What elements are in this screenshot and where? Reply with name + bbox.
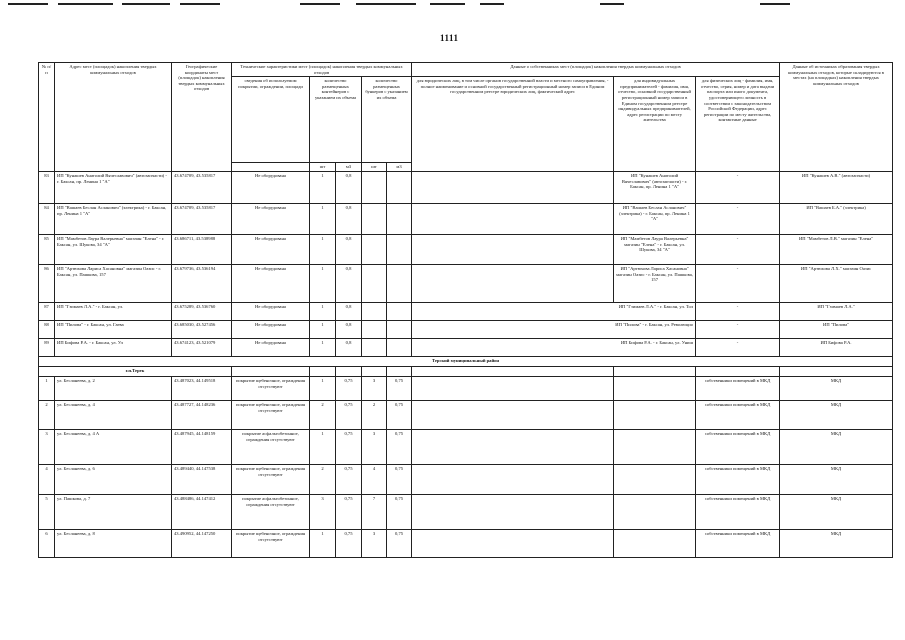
col-num: № п/п (39, 63, 55, 172)
cell-bcnt (362, 265, 387, 303)
table-header (39, 63, 893, 172)
cell-owner-ip (614, 377, 696, 401)
empty-cell (412, 367, 614, 377)
col-owner-phys: для физических лиц - фамилия, имя, отчество, серия, номер и дата выдачи паспорта или иного документа, удостоверяющего личность в соответствии с законодательством Российской Федерации, адрес регистрации по месту жительства, контактные данные (696, 77, 780, 172)
cell-owner-ip: ИП "Вашаев Беслан Асланович" (электрика) - г. Баксан, пр. Ленина 1 "А" (614, 204, 696, 235)
cell-address: ИП "Мамбетов Лаура Валерьевна" магазин "Елена" - г. Баксан, ул. Шукова, 34 "А" (55, 235, 172, 265)
cell-num: 84 (39, 204, 55, 235)
cell-num: 83 (39, 172, 55, 204)
cell-address: ИП "Пилова" - г. Баксан, ул. Гаева (55, 321, 172, 339)
cell-owner-legal (412, 530, 614, 558)
cell-cover: Не оборудована (232, 204, 310, 235)
cell-address: ул. Бесланеева, д. 4 А (55, 430, 172, 465)
table-row (39, 401, 893, 430)
col-owner-legal: для юридических лиц, в том числе органов государственной власти и местного самоуправления, - полное наименование и основной государственный регистрационный номер записи в Едином государственном реестре юридических лиц, фактический адрес (412, 77, 614, 172)
cell-num: 85 (39, 235, 55, 265)
unit-sht: шт (310, 163, 336, 172)
cell-num: 2 (39, 401, 55, 430)
cell-bcnt (362, 204, 387, 235)
city-row (39, 367, 893, 377)
cell-source: ИП Бифова Р.А. (780, 339, 893, 357)
cell-vol: 0,8 (336, 172, 362, 204)
cell-num: 86 (39, 265, 55, 303)
col-owners: Данные о собственниках мест (площадок) накопления твердых коммунальных отходов (412, 63, 780, 77)
table-row (39, 339, 893, 357)
col-cover-unit (232, 163, 310, 172)
cell-cnt: 1 (310, 303, 336, 321)
cell-owner-legal: ИП Бифова Р.А. - г. Баксан, ул. Униш (412, 339, 696, 357)
cell-source: ИП "Артюхова Л.Х." магазин Оазис (780, 265, 893, 303)
cell-bvol: 0,75 (387, 401, 412, 430)
cell-address: ИП "Гзимаев Л.А." - г. Баксан, ул. (55, 303, 172, 321)
district-row (39, 357, 893, 367)
cell-cover: покрытие щебеночное, ограждения отсутствуют (232, 530, 310, 558)
cell-owner-phys: собственники помещений в МКД (696, 530, 780, 558)
cell-coords: 43.674123, 43.521079 (172, 339, 232, 357)
cell-coords: 43.490952, 44.147250 (172, 530, 232, 558)
cell-source: ИП "Вашаев Б.А." (электрика) (780, 204, 893, 235)
col-sources: Данные об источниках образования твердых коммунальных отходов, которые складируются в местах (на площадках) накопления твердых коммунальных отходов (780, 63, 893, 172)
cell-owner-ip: ИП "Артюхова Лариса Хасановна" магазин Оазис - г. Баксан, ул. Пашкова, 157 (614, 265, 696, 303)
cell-owner-legal: ИП "Гзимаев Л.А." - г. Баксан, ул. Тол (412, 303, 696, 321)
empty-cell (310, 367, 336, 377)
cell-coords: 43.679736, 43.536194 (172, 265, 232, 303)
waste-sites-table (38, 62, 893, 558)
table-row (39, 530, 893, 558)
cell-owner-phys: - (696, 339, 780, 357)
cell-bcnt (362, 235, 387, 265)
cell-cover: покрытие асфальтобетонное, ограждения отсутствуют (232, 495, 310, 530)
cell-bcnt (362, 339, 387, 357)
empty-cell (387, 367, 412, 377)
cell-cover: покрытие щебеночное, ограждения отсутствуют (232, 465, 310, 495)
cell-cover: покрытие асфальтобетонное, ограждения отсутствуют (232, 430, 310, 465)
cell-cnt: 1 (310, 172, 336, 204)
cell-vol: 0,75 (336, 430, 362, 465)
cell-cnt: 1 (310, 321, 336, 339)
cell-owner-legal (412, 401, 614, 430)
cell-owner-legal (412, 204, 614, 235)
cell-address: ИП "Вашаев Беслан Асланович" (электрика) - г. Баксан, пр. Ленина 1 "А" (55, 204, 172, 235)
cell-coords: 43.686711, 43.538988 (172, 235, 232, 265)
table-row (39, 321, 893, 339)
cell-address: ИП Бифова Р.А. - г. Баксан, ул. Ул (55, 339, 172, 357)
cell-cnt: 1 (310, 265, 336, 303)
cell-owner-legal (412, 377, 614, 401)
cell-coords: 43.488486, 44.147412 (172, 495, 232, 530)
cell-bvol (387, 172, 412, 204)
empty-cell (336, 367, 362, 377)
cell-num: 6 (39, 530, 55, 558)
cell-vol: 0,8 (336, 321, 362, 339)
cell-source: ИП "Кунашев А.В." (автозапчасти) (780, 172, 893, 204)
cell-source: МКД (780, 530, 893, 558)
cell-owner-legal (412, 265, 614, 303)
cell-bvol (387, 321, 412, 339)
cell-num: 3 (39, 430, 55, 465)
empty-cell (232, 367, 310, 377)
table-row (39, 430, 893, 465)
cell-coords: 43.487023, 44.149518 (172, 377, 232, 401)
cell-owner-legal (412, 172, 614, 204)
cell-cnt: 1 (310, 204, 336, 235)
cell-coords: 43.487727, 44.148236 (172, 401, 232, 430)
cell-owner-phys: собственники помещений в МКД (696, 495, 780, 530)
page-number: 1111 (440, 33, 459, 43)
cell-cnt: 2 (310, 401, 336, 430)
cell-coords: 43.489440, 44.147538 (172, 465, 232, 495)
cell-owner-legal (412, 235, 614, 265)
cell-cover: Не оборудована (232, 321, 310, 339)
cell-owner-phys: - (696, 204, 780, 235)
cell-cover: Не оборудована (232, 235, 310, 265)
cell-bvol (387, 265, 412, 303)
cell-bcnt: 3 (362, 530, 387, 558)
cell-bcnt (362, 172, 387, 204)
cell-source: МКД (780, 377, 893, 401)
cell-source: МКД (780, 430, 893, 465)
table-body (39, 172, 893, 558)
cell-cnt: 2 (310, 465, 336, 495)
cell-bcnt (362, 321, 387, 339)
cell-bvol (387, 235, 412, 265)
cell-vol: 0,8 (336, 235, 362, 265)
cell-owner-ip (614, 495, 696, 530)
cell-owner-phys: собственники помещений в МКД (696, 465, 780, 495)
cell-owner-ip (614, 401, 696, 430)
cell-num: 1 (39, 377, 55, 401)
col-coords: Географические координаты мест (площадок) накопления твердых коммунальных отходов (172, 63, 232, 172)
cell-owner-legal (412, 495, 614, 530)
cell-owner-ip: ИП "Кунашев Анатолий Вячеславович" (автозапчасти) - г. Баксан, пр. Ленина 1 "А" (614, 172, 696, 204)
cell-vol: 0,8 (336, 204, 362, 235)
cell-vol: 0,75 (336, 530, 362, 558)
cell-address: ИП "Артюхова Лариса Хасановна" магазин Оазис - г. Баксан, ул. Пашкова, 157 (55, 265, 172, 303)
cell-bcnt: 2 (362, 401, 387, 430)
cell-bcnt: 3 (362, 377, 387, 401)
cell-cover: Не оборудована (232, 339, 310, 357)
table-row (39, 265, 893, 303)
cell-cover: покрытие щебеночное, ограждения отсутствуют (232, 401, 310, 430)
cell-cover: покрытие щебеночное, ограждения отсутствуют (232, 377, 310, 401)
cell-owner-ip (614, 465, 696, 495)
scan-top-border (0, 0, 905, 10)
cell-owner-phys: - (696, 235, 780, 265)
cell-owner-phys: - (696, 321, 780, 339)
cell-vol: 0,8 (336, 265, 362, 303)
cell-owner-phys: - (696, 172, 780, 204)
empty-cell (614, 367, 696, 377)
empty-cell (362, 367, 387, 377)
cell-bcnt: 3 (362, 430, 387, 465)
cell-num: 89 (39, 339, 55, 357)
table-row (39, 303, 893, 321)
cell-cnt: 3 (310, 495, 336, 530)
cell-bvol: 0,75 (387, 430, 412, 465)
empty-cell (696, 367, 780, 377)
cell-cnt: 1 (310, 339, 336, 357)
cell-address: ИП "Кунашев Анатолий Вячеславович" (автозапчасти) - г. Баксан, пр. Ленина 1 "А" (55, 172, 172, 204)
table-row (39, 172, 893, 204)
cell-owner-phys: собственники помещений в МКД (696, 430, 780, 465)
cell-vol: 0,75 (336, 401, 362, 430)
cell-address: ул. Бесланеева, д. 4 (55, 401, 172, 430)
empty-cell (780, 367, 893, 377)
cell-source: МКД (780, 465, 893, 495)
cell-cover: Не оборудована (232, 303, 310, 321)
cell-source: ИП "Мамбетов Л.В." магазин "Елена" (780, 235, 893, 265)
cell-num: 87 (39, 303, 55, 321)
col-owner-ip: для индивидуальных предпринимателей - фамилия, имя, отчество, основной государственный регистрационный номер записи в Едином государственном реестре индивидуальных предпринимателей, адрес регистрации по месту жительства (614, 77, 696, 172)
cell-coords: 43.487945, 44.148159 (172, 430, 232, 465)
table-row (39, 465, 893, 495)
cell-coords: 43.674709, 43.535817 (172, 172, 232, 204)
cell-bvol (387, 204, 412, 235)
cell-source: МКД (780, 495, 893, 530)
cell-bvol: 0,75 (387, 465, 412, 495)
col-address: Адрес мест (площадок) накопления твердых коммунальных отходов (55, 63, 172, 172)
unit-m3: м3 (387, 163, 412, 172)
cell-cnt: 1 (310, 235, 336, 265)
cell-coords: 43.675289, 43.536760 (172, 303, 232, 321)
cell-address: ул. Бесланеева, д. 8 (55, 530, 172, 558)
cell-cnt: 1 (310, 377, 336, 401)
cell-source: МКД (780, 401, 893, 430)
col-cover: сведения об используемом покрытии, ограждении, площади (232, 77, 310, 163)
col-containers: количество размещенных контейнеров с указанием их объема (310, 77, 362, 163)
district-title: Терский муниципальный район (39, 357, 893, 367)
cell-coords: 43.674709, 43.535817 (172, 204, 232, 235)
cell-cover: Не оборудована (232, 265, 310, 303)
cell-cover: Не оборудована (232, 172, 310, 204)
cell-bcnt: 4 (362, 465, 387, 495)
cell-owner-ip (614, 430, 696, 465)
cell-source: ИП "Пилова" (780, 321, 893, 339)
cell-bvol (387, 339, 412, 357)
cell-vol: 0,75 (336, 495, 362, 530)
cell-owner-legal (412, 430, 614, 465)
col-bunkers: количество размещенных бункеров с указанием их объема (362, 77, 412, 163)
cell-owner-ip: ИП "Мамбетов Лаура Валерьевна" магазин "Елена" - г. Баксан, ул. Шукова, 34 "А" (614, 235, 696, 265)
cell-vol: 0,75 (336, 377, 362, 401)
cell-cnt: 1 (310, 430, 336, 465)
cell-coords: 43.685030, 43.527456 (172, 321, 232, 339)
cell-bvol: 0,75 (387, 377, 412, 401)
cell-num: 4 (39, 465, 55, 495)
cell-bcnt: 7 (362, 495, 387, 530)
table-row (39, 377, 893, 401)
cell-cnt: 1 (310, 530, 336, 558)
cell-num: 88 (39, 321, 55, 339)
cell-owner-ip (614, 530, 696, 558)
cell-vol: 0,8 (336, 339, 362, 357)
cell-vol: 0,8 (336, 303, 362, 321)
cell-owner-phys: собственники помещений в МКД (696, 377, 780, 401)
cell-vol: 0,75 (336, 465, 362, 495)
cell-owner-legal: ИП "Пилова" - г. Баксан, ул. Революцио (412, 321, 696, 339)
cell-owner-phys: - (696, 265, 780, 303)
cell-bvol: 0,75 (387, 495, 412, 530)
city-title: г.п.Терек (39, 367, 232, 377)
cell-bvol: 0,75 (387, 530, 412, 558)
cell-bcnt (362, 303, 387, 321)
unit-sht: шт (362, 163, 387, 172)
cell-address: ул. Пашкова, д. 7 (55, 495, 172, 530)
table-row (39, 235, 893, 265)
cell-address: ул. Бесланеева, д. 2 (55, 377, 172, 401)
cell-address: ул. Бесланеева, д. 6 (55, 465, 172, 495)
unit-m3: м3 (336, 163, 362, 172)
cell-owner-legal (412, 465, 614, 495)
table-row (39, 204, 893, 235)
cell-num: 5 (39, 495, 55, 530)
table-row (39, 495, 893, 530)
col-tech: Технические характеристики мест (площадок) накопления твердых коммунальных отходов (232, 63, 412, 77)
cell-owner-phys: собственники помещений в МКД (696, 401, 780, 430)
cell-bvol (387, 303, 412, 321)
cell-owner-phys: - (696, 303, 780, 321)
cell-source: ИП "Гзимаев Л.А." (780, 303, 893, 321)
